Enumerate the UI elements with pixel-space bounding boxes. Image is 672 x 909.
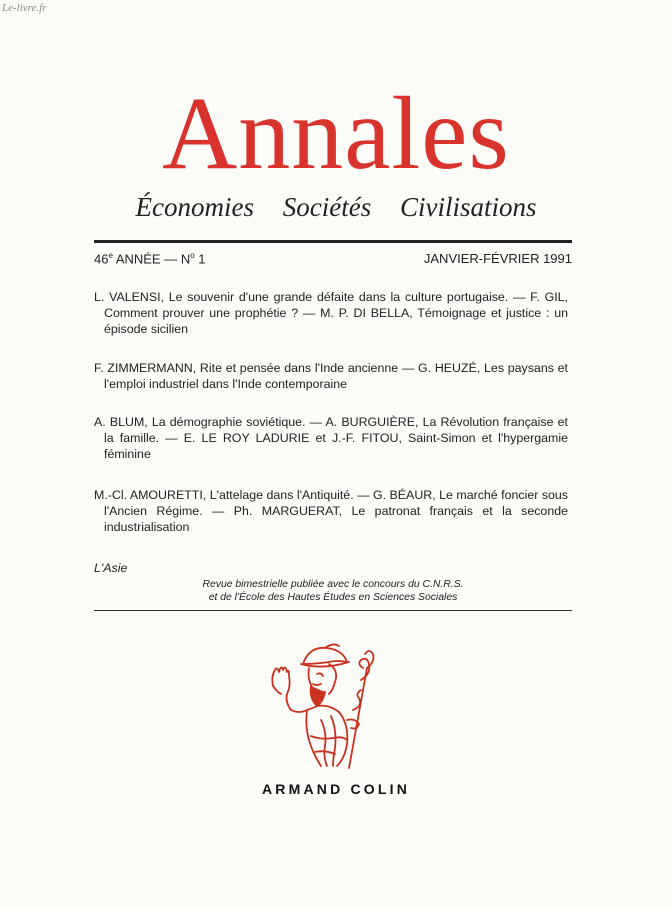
bottom-rule [94, 610, 572, 611]
issue-number: 46e ANNÉE — $N^o$ 1 [94, 251, 206, 267]
journal-subtitle [0, 192, 672, 223]
hermes-figure-icon [263, 640, 381, 772]
issue-date: JANVIER-FÉVRIER 1991 [423, 251, 572, 266]
subtitle-societes: Sociétés [282, 192, 372, 222]
publisher-name: ARMAND COLIN [261, 781, 411, 797]
journal-title: Annales [162, 76, 510, 191]
subtitle-economies: Économies [135, 192, 254, 222]
notice-line-1: Revue bimestrielle publiée avec le concours du C.N.R.S. [202, 579, 464, 590]
publication-notice [94, 578, 572, 604]
watermark: Le-livre.fr [2, 2, 47, 14]
article-block-1: L. VALENSI, Le souvenir d'une grande défaite dans la culture portugaise. — F. GIL, Comment prouver une prophétie ? — M. P. DI BELLA, Témoignage et justice : un épisode sicilien [94, 290, 568, 336]
notice-line-2: et de l'École des Hautes Études en Sciences Sociales [208, 592, 458, 603]
section-label: L'Asie [94, 561, 128, 575]
article-block-2: F. ZIMMERMANN, Rite et pensée dans l'Inde ancienne — G. HEUZÉ, Les paysans et l'emploi industriel dans l'Inde contemporaine [94, 361, 568, 391]
article-block-3: A. BLUM, La démographie soviétique. — A. BURGUIÈRE, La Révolution française et la famille. — E. LE ROY LADURIE et J.-F. FITOU, Saint-Simon et l'hypergamie féminine [94, 415, 568, 461]
subtitle-civilisations: Civilisations [399, 192, 537, 222]
article-block-4: M.-Cl. AMOURETTI, L'attelage dans l'Antiquité. — G. BÉAUR, Le marché foncier sous l'Ancien Régime. — Ph. MARGUERAT, Le patronat français et la seconde industrialisation [94, 488, 568, 534]
top-rule [94, 240, 572, 243]
